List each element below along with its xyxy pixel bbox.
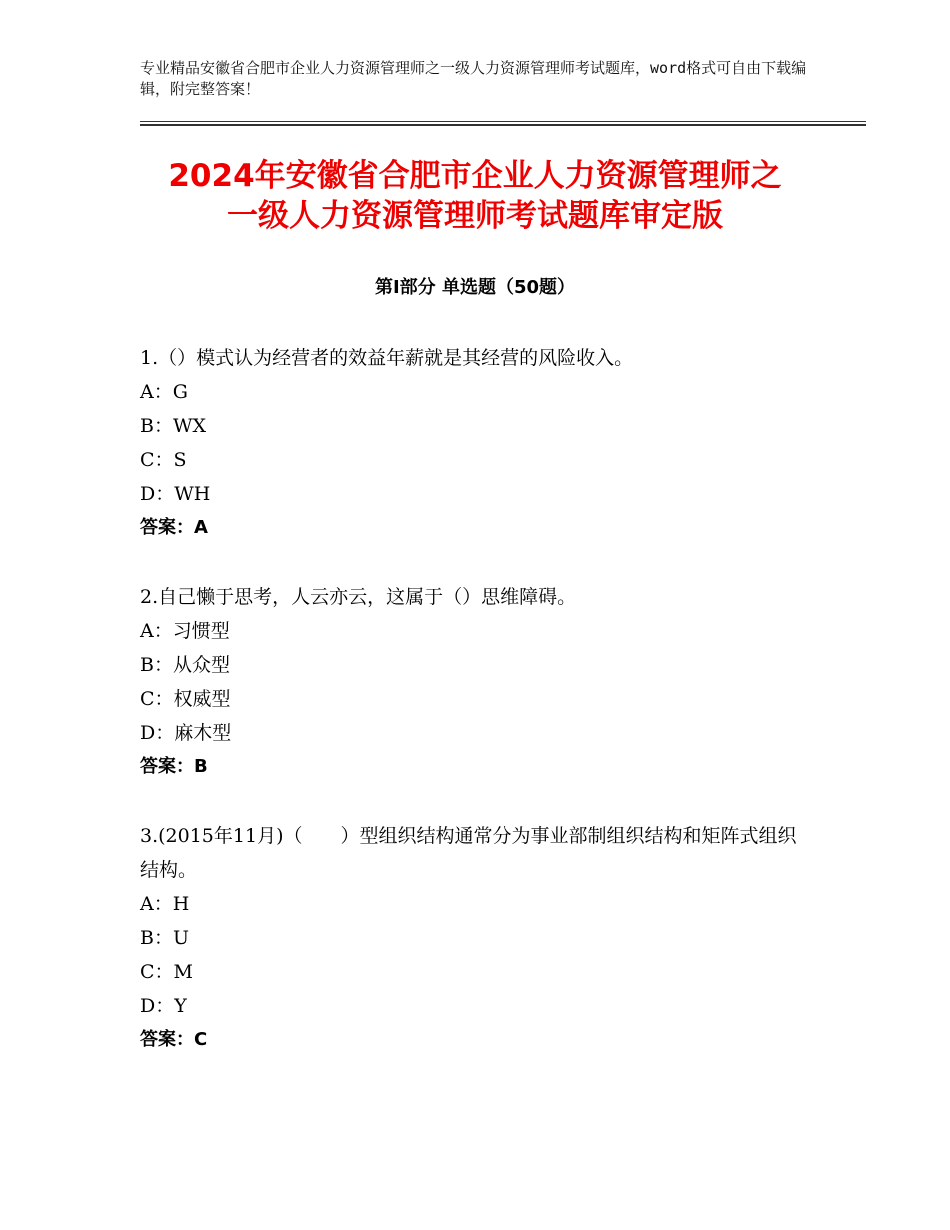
option-a: A：习惯型 [140,620,230,642]
section-heading: 第Ⅰ部分 单选题（50题） [374,277,575,298]
question-stem: 3.(2015年11月)（ ）型组织结构通常分为事业部制组织结构和矩阵式组织结构。 [140,825,797,881]
question-2 [140,580,820,784]
header-note: 专业精品安徽省合肥市企业人力资源管理师之一级人力资源管理师考试题库，word格式可自由下载编辑，附完整答案！ [140,59,807,98]
answer: 答案：C [140,1029,208,1050]
option-b: B：从众型 [140,654,230,676]
question-1 [140,341,820,545]
option-c: C：权威型 [140,688,231,710]
document-title [130,156,820,236]
option-b: B：U [140,927,189,949]
option-d: D：WH [140,483,211,505]
question-stem: 2.自己懒于思考，人云亦云，这属于（）思维障碍。 [140,586,577,608]
option-c: C：M [140,961,193,983]
option-c: C：S [140,449,187,471]
option-a: A：H [140,893,190,915]
header-divider-bottom [140,124,866,126]
header-divider-top [140,121,866,122]
option-b: B：WX [140,415,207,437]
question-3 [140,819,812,1057]
option-d: D：Y [140,995,187,1017]
question-stem: 1.（）模式认为经营者的效益年薪就是其经营的风险收入。 [140,347,634,369]
document-title-line-2: 一级人力资源管理师考试题库审定版 [227,198,723,234]
document-title-line-1: 2024年安徽省合肥市企业人力资源管理师之 [168,158,782,194]
option-a: A：G [140,381,188,403]
answer: 答案：B [140,756,208,777]
option-d: D：麻木型 [140,722,232,744]
answer: 答案：A [140,517,208,538]
